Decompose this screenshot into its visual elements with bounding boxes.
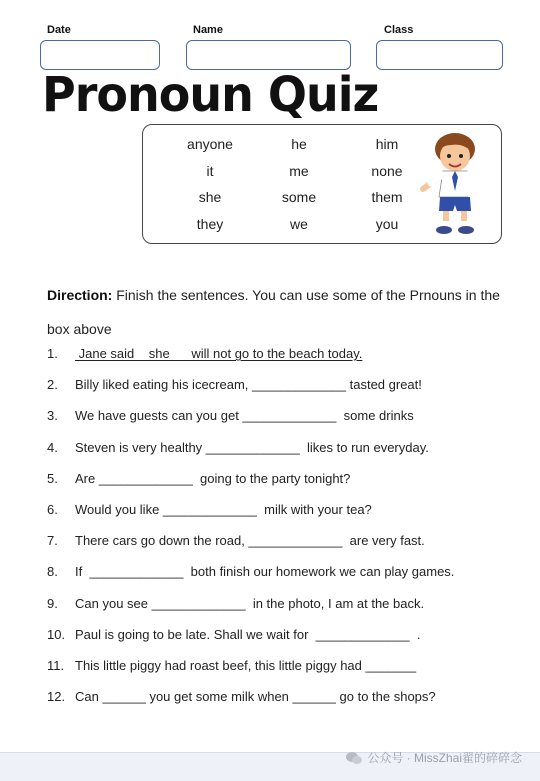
question-number: 4. (47, 439, 58, 455)
direction-text (47, 278, 507, 346)
question-item (47, 440, 429, 455)
question-text[interactable]: There cars go down the road, _____________ are very fast. (75, 533, 425, 549)
pronoun-word: it (206, 162, 214, 179)
direction-body: Finish the sentences. You can use some of the Prnouns in the box above (47, 287, 500, 337)
pronoun-word: them (371, 189, 403, 205)
question-item (47, 627, 420, 642)
watermark-text: 公众号 · MissZhai翟的碎碎念 (367, 751, 522, 765)
question-item (47, 471, 350, 486)
question-text[interactable]: Are _____________ going to the party tonight? (75, 470, 351, 486)
question-text[interactable]: We have guests can you get _____________ some drinks (75, 408, 414, 424)
pronoun-word: you (375, 215, 399, 232)
question-text[interactable]: Would you like _____________ milk with your tea? (75, 502, 372, 517)
question-number: 3. (47, 408, 58, 424)
name-label: Name (193, 24, 223, 36)
question-text[interactable]: This little piggy had roast beef, this little piggy had _______ (75, 658, 417, 673)
date-label: Date (47, 24, 71, 36)
question-text[interactable]: Billy liked eating his icecream, _____________ tasted great! (75, 377, 422, 393)
question-item (47, 564, 454, 579)
question-number: 1. (47, 346, 58, 361)
direction-label: Direction: (47, 287, 113, 303)
pronoun-word-box (142, 124, 502, 244)
question-item (47, 658, 416, 673)
question-item (47, 408, 414, 423)
question-number: 6. (47, 502, 58, 517)
question-number: 2. (47, 377, 58, 393)
question-number: 5. (47, 470, 58, 486)
pronoun-word: they (196, 215, 224, 232)
pronoun-word: we (290, 215, 308, 232)
pronoun-word: he (291, 136, 307, 152)
question-text[interactable]: If _____________ both finish our homework we can play games. (75, 564, 455, 580)
question-text[interactable]: Can ______ you get some milk when ______ go to the shops? (75, 689, 436, 705)
question-number: 10. (47, 626, 66, 642)
question-item (47, 533, 425, 548)
question-item (47, 346, 362, 361)
question-number: 7. (47, 533, 58, 549)
pronoun-word: him (375, 136, 399, 152)
question-number: 8. (47, 564, 58, 580)
pronoun-word: she (198, 189, 222, 205)
pronoun-word-grid (165, 135, 431, 234)
class-label: Class (384, 24, 414, 36)
pronoun-word: anyone (187, 136, 233, 152)
schoolboy-illustration (411, 129, 495, 241)
question-item (47, 502, 372, 517)
question-text[interactable]: Jane said she will not go to the beach today. (75, 346, 363, 361)
pronoun-word: me (289, 162, 309, 179)
pronoun-word: none (371, 162, 403, 179)
question-number: 12. (47, 689, 66, 705)
wechat-icon (345, 751, 363, 765)
class-field[interactable] (376, 40, 503, 70)
question-item (47, 689, 436, 704)
pronoun-word: some (281, 189, 317, 205)
question-item (47, 377, 422, 392)
question-text[interactable]: Paul is going to be late. Shall we wait for _____________ . (75, 626, 421, 642)
question-item (47, 596, 424, 611)
question-number: 9. (47, 595, 58, 611)
question-text[interactable]: Can you see _____________ in the photo, I am at the back. (75, 595, 425, 611)
question-number: 11. (47, 658, 65, 673)
question-text[interactable]: Steven is very healthy _____________ likes to run everyday. (75, 439, 429, 455)
watermark (345, 749, 522, 766)
page-title: Pronoun Quiz (42, 66, 379, 123)
